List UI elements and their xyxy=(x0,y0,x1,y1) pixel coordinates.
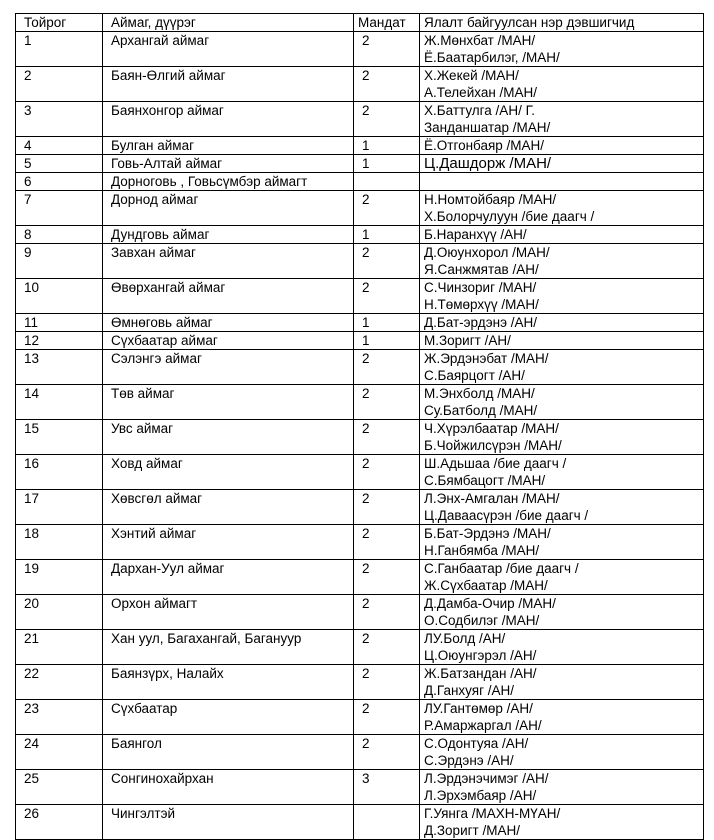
candidate-name: Ж.Эрдэнэбат /МАН/ xyxy=(424,351,549,366)
area-cell: Дархан-Уул аймаг xyxy=(103,560,354,595)
candidate-name: Х.Жекей /МАН/ xyxy=(424,68,519,83)
table-row xyxy=(16,665,704,700)
candidate-name: Р.Амаржаргал /АН/ xyxy=(424,718,542,733)
candidate-name: Ж.Сүхбаатар /МАН/ xyxy=(424,578,548,593)
district-cell: 6 xyxy=(16,173,103,191)
area-cell: Дорноговь , Говьсүмбэр аймагт xyxy=(103,173,354,191)
district-cell: 5 xyxy=(16,155,103,173)
area-cell: Сүхбаатар xyxy=(103,700,354,735)
header-area: Аймаг, дүүрэг xyxy=(103,14,354,32)
mandate-cell: 1 xyxy=(354,332,420,350)
candidate-name: Л.Эрдэнэчимэг /АН/ xyxy=(424,771,549,786)
mandate-cell: 2 xyxy=(354,560,420,595)
candidate-name: Б.Наранхүү /АН/ xyxy=(424,227,527,242)
district-cell: 4 xyxy=(16,137,103,155)
candidates-cell xyxy=(420,385,704,420)
mandate-cell: 2 xyxy=(354,350,420,385)
district-cell: 17 xyxy=(16,490,103,525)
mandate-cell: 2 xyxy=(354,102,420,137)
candidate-name: Я.Санжмятав /АН/ xyxy=(424,262,539,277)
district-cell: 13 xyxy=(16,350,103,385)
mandate-cell: 1 xyxy=(354,155,420,173)
area-cell: Баянхонгор аймаг xyxy=(103,102,354,137)
table-row xyxy=(16,155,704,173)
area-cell: Говь-Алтай аймаг xyxy=(103,155,354,173)
mandate-cell xyxy=(354,805,420,840)
mandate-cell: 2 xyxy=(354,385,420,420)
area-cell: Баянзүрх, Налайх xyxy=(103,665,354,700)
table-row xyxy=(16,700,704,735)
candidates-cell xyxy=(420,630,704,665)
district-cell: 20 xyxy=(16,595,103,630)
candidate-name: Д.Дамба-Очир /МАН/ xyxy=(424,596,556,611)
mandate-cell: 2 xyxy=(354,32,420,67)
candidates-cell xyxy=(420,735,704,770)
candidate-name: Ж.Мөнхбат /МАН/ xyxy=(424,33,536,48)
area-cell: Баянгол xyxy=(103,735,354,770)
district-cell: 19 xyxy=(16,560,103,595)
candidate-name: Н.Төмөрхүү /МАН/ xyxy=(424,297,539,312)
candidates-cell xyxy=(420,102,704,137)
candidates-cell xyxy=(420,226,704,244)
candidate-name: М.Зоригт /АН/ xyxy=(424,333,511,348)
candidate-name: Ц.Оюунгэрэл /АН/ xyxy=(424,648,537,663)
mandate-cell: 3 xyxy=(354,770,420,805)
district-cell: 15 xyxy=(16,420,103,455)
mandate-cell: 1 xyxy=(354,137,420,155)
candidate-name: А.Телейхан /МАН/ xyxy=(424,85,538,100)
mandate-cell: 2 xyxy=(354,630,420,665)
mandate-cell: 2 xyxy=(354,700,420,735)
mandate-cell: 2 xyxy=(354,420,420,455)
candidates-cell xyxy=(420,700,704,735)
district-cell: 18 xyxy=(16,525,103,560)
table-body xyxy=(16,32,704,840)
area-cell: Хэнтий аймаг xyxy=(103,525,354,560)
candidates-cell xyxy=(420,32,704,67)
candidate-name: С.Баярцогт /АН/ xyxy=(424,368,525,383)
district-cell: 1 xyxy=(16,32,103,67)
area-cell: Увс аймаг xyxy=(103,420,354,455)
candidate-name: Д.Зоригт /МАН/ xyxy=(424,823,520,838)
candidate-name: Б.Чойжилсүрэн /МАН/ xyxy=(424,438,562,453)
table-row xyxy=(16,67,704,102)
mandate-cell: 2 xyxy=(354,665,420,700)
area-cell: Өвөрхангай аймаг xyxy=(103,279,354,314)
candidate-name: С.Ганбаатар /бие даагч / xyxy=(424,561,579,576)
district-cell: 8 xyxy=(16,226,103,244)
mandate-cell: 2 xyxy=(354,455,420,490)
table-row xyxy=(16,173,704,191)
table-row xyxy=(16,490,704,525)
area-cell: Булган аймаг xyxy=(103,137,354,155)
candidates-cell xyxy=(420,191,704,226)
header-district: Тойрог xyxy=(16,14,103,32)
candidate-name: Н.Номтойбаяр /МАН/ xyxy=(424,192,557,207)
area-cell: Завхан аймаг xyxy=(103,244,354,279)
area-cell: Дорнод аймаг xyxy=(103,191,354,226)
table-row xyxy=(16,630,704,665)
candidates-cell xyxy=(420,420,704,455)
candidate-name: С.Одонтуяа /АН/ xyxy=(424,736,529,751)
area-cell: Баян-Өлгий аймаг xyxy=(103,67,354,102)
table-row xyxy=(16,191,704,226)
area-cell: Сэлэнгэ аймаг xyxy=(103,350,354,385)
mandate-cell: 1 xyxy=(354,226,420,244)
candidate-name: Ч.Хүрэлбаатар /МАН/ xyxy=(424,421,559,436)
candidates-cell xyxy=(420,525,704,560)
table-row xyxy=(16,455,704,490)
district-cell: 21 xyxy=(16,630,103,665)
mandate-cell: 2 xyxy=(354,525,420,560)
candidates-cell xyxy=(420,665,704,700)
candidates-cell xyxy=(420,244,704,279)
header-mandate: Мандат xyxy=(354,14,420,32)
district-cell: 12 xyxy=(16,332,103,350)
district-cell: 24 xyxy=(16,735,103,770)
mandate-cell: 1 xyxy=(354,314,420,332)
mandate-cell: 2 xyxy=(354,244,420,279)
candidate-name: С.Эрдэнэ /АН/ xyxy=(424,753,514,768)
candidate-name: О.Содбилэг /МАН/ xyxy=(424,613,540,628)
district-cell: 11 xyxy=(16,314,103,332)
area-cell: Орхон аймагт xyxy=(103,595,354,630)
table-row xyxy=(16,805,704,840)
area-cell: Өмнөговь аймаг xyxy=(103,314,354,332)
table-row xyxy=(16,279,704,314)
district-cell: 14 xyxy=(16,385,103,420)
mandate-cell: 2 xyxy=(354,595,420,630)
candidates-cell xyxy=(420,595,704,630)
table-row xyxy=(16,332,704,350)
table-row xyxy=(16,32,704,67)
candidate-name: С.Бямбацогт /МАН/ xyxy=(424,473,546,488)
mandate-cell: 2 xyxy=(354,67,420,102)
district-cell: 16 xyxy=(16,455,103,490)
table-row xyxy=(16,137,704,155)
table-row xyxy=(16,560,704,595)
candidates-cell xyxy=(420,770,704,805)
candidates-cell xyxy=(420,490,704,525)
district-cell: 25 xyxy=(16,770,103,805)
header-candidates: Ялалт байгуулсан нэр дэвшигчид xyxy=(420,14,704,32)
area-cell: Сонгинохайрхан xyxy=(103,770,354,805)
mandate-cell xyxy=(354,173,420,191)
candidates-cell xyxy=(420,155,704,173)
candidates-cell xyxy=(420,455,704,490)
area-cell: Сүхбаатар аймаг xyxy=(103,332,354,350)
table-row xyxy=(16,244,704,279)
area-cell: Дундговь аймаг xyxy=(103,226,354,244)
table-row xyxy=(16,385,704,420)
area-cell: Хөвсгөл аймаг xyxy=(103,490,354,525)
candidate-name: Б.Бат-Эрдэнэ /МАН/ xyxy=(424,526,551,541)
candidates-cell xyxy=(420,279,704,314)
candidates-cell xyxy=(420,67,704,102)
candidate-name: Н.Ганбямба /МАН/ xyxy=(424,543,540,558)
candidate-name: М.Энхболд /МАН/ xyxy=(424,386,535,401)
table-row xyxy=(16,350,704,385)
candidates-cell xyxy=(420,805,704,840)
mandate-cell: 2 xyxy=(354,279,420,314)
table-row xyxy=(16,770,704,805)
table-row xyxy=(16,102,704,137)
area-cell: Чингэлтэй xyxy=(103,805,354,840)
candidate-name: Г.Уянга /МАХН-МҮАН/ xyxy=(424,806,561,821)
area-cell: Ховд аймаг xyxy=(103,455,354,490)
candidate-name: Д.Ганхуяг /АН/ xyxy=(424,683,514,698)
candidates-cell xyxy=(420,332,704,350)
district-cell: 23 xyxy=(16,700,103,735)
area-cell: Хан уул, Багахангай, Багануур xyxy=(103,630,354,665)
candidate-name: Л.Энх-Амгалан /МАН/ xyxy=(424,491,560,506)
candidate-name: Д.Бат-эрдэнэ /АН/ xyxy=(424,315,537,330)
table-row xyxy=(16,525,704,560)
district-cell: 22 xyxy=(16,665,103,700)
table-row xyxy=(16,226,704,244)
candidate-name: Ё.Отгонбаяр /МАН/ xyxy=(424,138,545,153)
candidates-cell xyxy=(420,173,704,191)
mandate-cell: 2 xyxy=(354,191,420,226)
header-row xyxy=(16,14,704,32)
candidate-name: С.Чинзориг /МАН/ xyxy=(424,280,537,295)
table-row xyxy=(16,420,704,455)
candidate-name: Су.Батболд /МАН/ xyxy=(424,403,538,418)
election-results-table xyxy=(15,13,704,840)
table-row xyxy=(16,314,704,332)
candidate-name: ЛУ.Болд /АН/ xyxy=(424,631,506,646)
district-cell: 7 xyxy=(16,191,103,226)
area-cell: Төв аймаг xyxy=(103,385,354,420)
district-cell: 26 xyxy=(16,805,103,840)
candidate-name: Д.Оюунхорол /МАН/ xyxy=(424,245,550,260)
candidates-cell xyxy=(420,137,704,155)
candidates-cell xyxy=(420,350,704,385)
area-cell: Архангай аймаг xyxy=(103,32,354,67)
table-row xyxy=(16,595,704,630)
candidate-name: ЛУ.Гантөмөр /АН/ xyxy=(424,701,533,716)
district-cell: 9 xyxy=(16,244,103,279)
candidate-name: Х.Болорчулуун /бие даагч / xyxy=(424,209,595,224)
candidates-cell xyxy=(420,560,704,595)
district-cell: 10 xyxy=(16,279,103,314)
candidate-name: Л.Эрхэмбаяр /АН/ xyxy=(424,788,537,803)
candidate-name: Ц.Даваасүрэн /бие даагч / xyxy=(424,508,589,523)
candidate-name: Ж.Батзандан /АН/ xyxy=(424,666,537,681)
mandate-cell: 2 xyxy=(354,490,420,525)
candidate-name: Ё.Баатарбилэг, /МАН/ xyxy=(424,50,560,65)
table-row xyxy=(16,735,704,770)
mandate-cell: 2 xyxy=(354,735,420,770)
district-cell: 2 xyxy=(16,67,103,102)
candidates-cell xyxy=(420,314,704,332)
candidate-name: Ш.Адьшаа /бие даагч / xyxy=(424,456,567,471)
candidate-name: Занданшатар /МАН/ xyxy=(424,120,551,135)
district-cell: 3 xyxy=(16,102,103,137)
candidate-name: Ц.Дашдорж /МАН/ xyxy=(424,155,552,172)
candidate-name: Х.Баттулга /АН/ Г. xyxy=(424,103,535,118)
